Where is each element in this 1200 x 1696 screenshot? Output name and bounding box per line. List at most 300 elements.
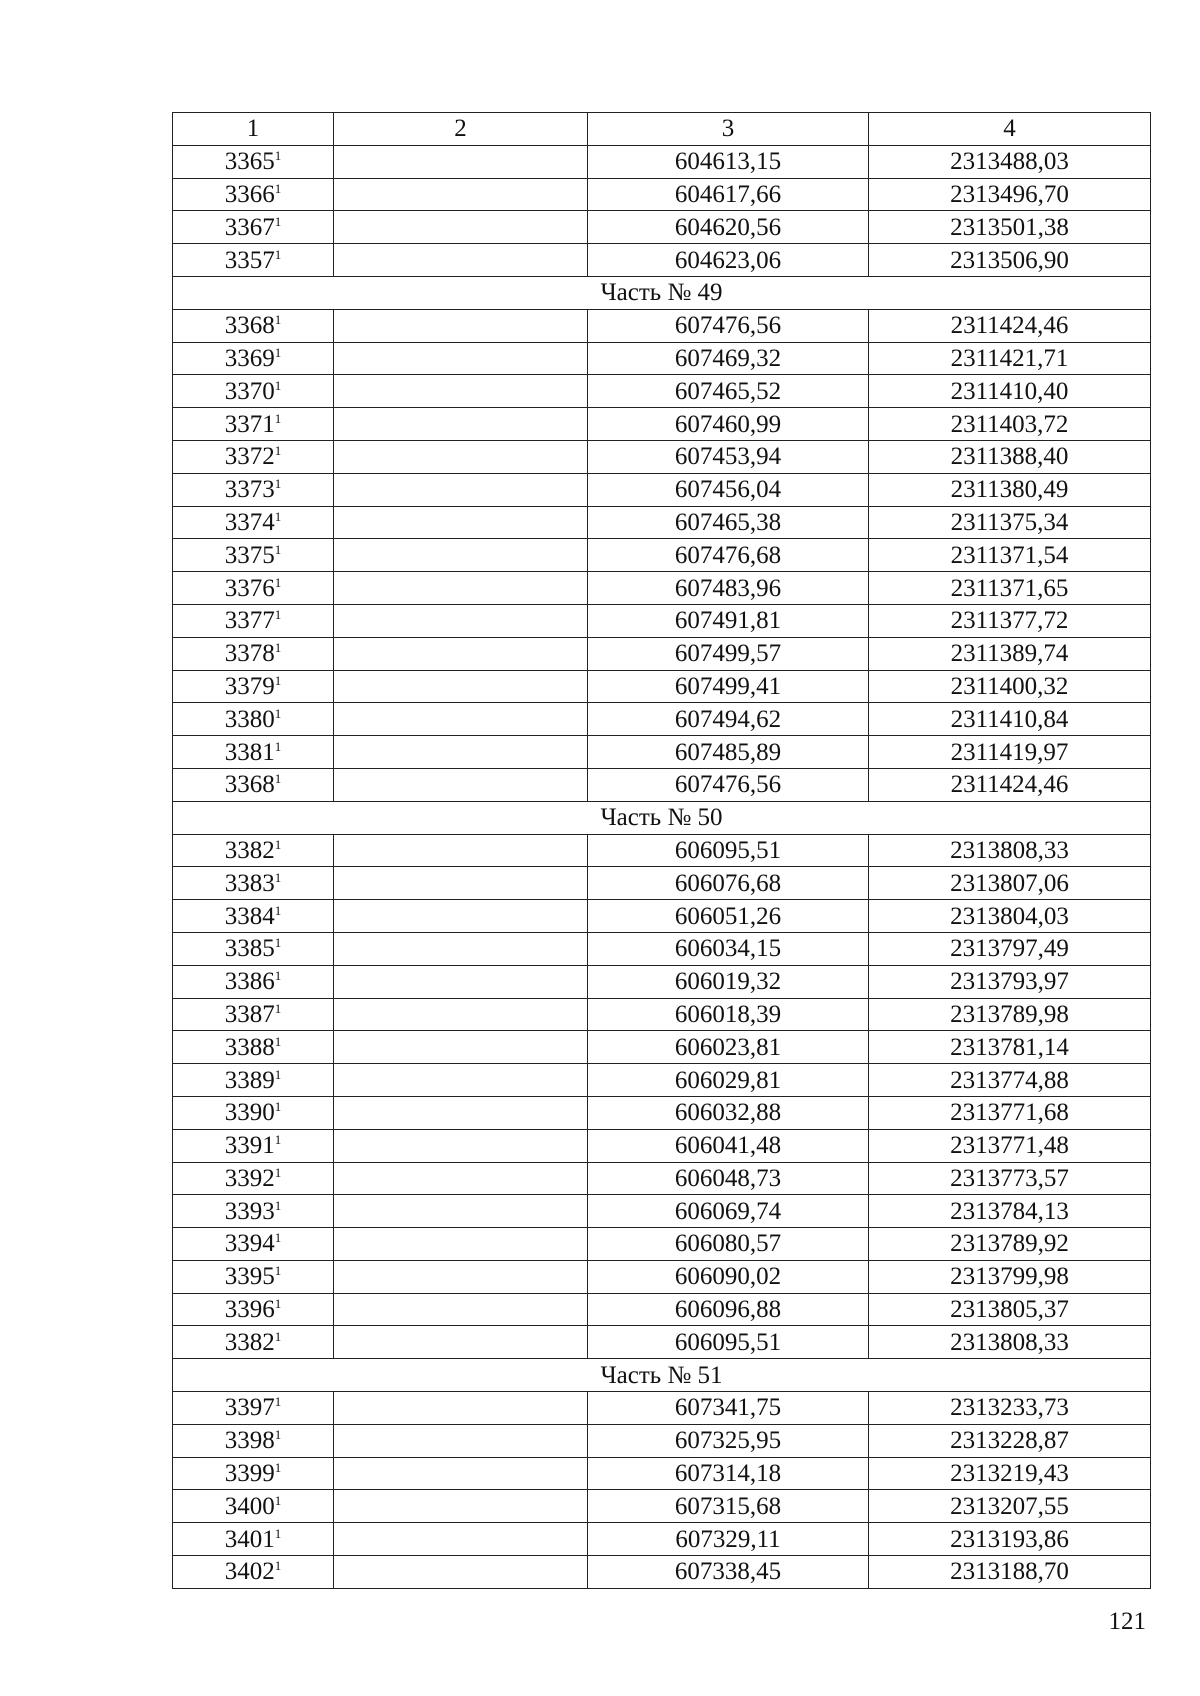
table-row	[173, 932, 1151, 965]
point-number-superscript: 1	[274, 1427, 282, 1443]
point-number-cell	[173, 506, 334, 539]
coordinate-y-cell: 2313771,68	[869, 1096, 1151, 1129]
point-number: 3357	[224, 246, 275, 274]
point-number-cell	[173, 1162, 334, 1195]
coordinate-x-cell: 607499,41	[588, 670, 869, 703]
point-number: 3373	[224, 476, 275, 504]
table-row	[173, 572, 1151, 605]
point-number-superscript: 1	[274, 968, 282, 984]
empty-cell	[334, 1228, 588, 1261]
point-number: 3382	[224, 836, 275, 864]
point-number-superscript: 1	[274, 1558, 282, 1574]
coordinate-y-cell: 2311424,46	[869, 309, 1151, 342]
table-row	[173, 1326, 1151, 1359]
point-number: 3377	[224, 607, 275, 635]
point-number: 3368	[224, 312, 275, 340]
coordinate-y-cell: 2311410,84	[869, 703, 1151, 736]
point-number-superscript: 1	[274, 607, 282, 623]
point-number: 3389	[224, 1066, 275, 1094]
point-number: 3365	[224, 148, 275, 176]
point-number-cell	[173, 965, 334, 998]
coordinate-x-cell: 607469,32	[588, 342, 869, 375]
table-row	[173, 703, 1151, 736]
empty-cell	[334, 572, 588, 605]
coordinate-x-cell: 604620,56	[588, 211, 869, 244]
table-row	[173, 244, 1151, 277]
point-number-superscript: 1	[274, 213, 282, 229]
coordinate-y-cell: 2313789,92	[869, 1228, 1151, 1261]
table-row	[173, 768, 1151, 801]
empty-cell	[334, 1523, 588, 1556]
point-number-cell	[173, 178, 334, 211]
point-number-cell	[173, 637, 334, 670]
empty-cell	[334, 637, 588, 670]
table-row	[173, 1424, 1151, 1457]
coordinate-y-cell: 2313207,55	[869, 1490, 1151, 1523]
coordinate-x-cell: 606095,51	[588, 1326, 869, 1359]
coordinate-y-cell: 2311375,34	[869, 506, 1151, 539]
table-row	[173, 1490, 1151, 1523]
point-number: 3393	[224, 1197, 275, 1225]
coordinate-x-cell: 604613,15	[588, 145, 869, 178]
empty-cell	[334, 900, 588, 933]
point-number-superscript: 1	[274, 410, 282, 426]
coordinate-x-cell: 606048,73	[588, 1162, 869, 1195]
coordinate-y-cell: 2311380,49	[869, 473, 1151, 506]
coordinate-y-cell: 2311403,72	[869, 408, 1151, 441]
table-row	[173, 1064, 1151, 1097]
point-number-cell	[173, 473, 334, 506]
point-number-cell	[173, 1096, 334, 1129]
coordinate-y-cell: 2313488,03	[869, 145, 1151, 178]
empty-cell	[334, 736, 588, 769]
empty-cell	[334, 309, 588, 342]
header-cell-2: 2	[334, 113, 588, 146]
empty-cell	[334, 1457, 588, 1490]
point-number-superscript: 1	[274, 148, 282, 164]
empty-cell	[334, 408, 588, 441]
coordinate-x-cell: 607338,45	[588, 1556, 869, 1589]
coordinate-x-cell: 606018,39	[588, 998, 869, 1031]
empty-cell	[334, 342, 588, 375]
table-row	[173, 1195, 1151, 1228]
point-number: 3380	[224, 705, 275, 733]
point-number: 3402	[224, 1558, 275, 1586]
empty-cell	[334, 244, 588, 277]
table-row	[173, 342, 1151, 375]
coordinate-y-cell: 2313774,88	[869, 1064, 1151, 1097]
point-number-superscript: 1	[274, 1394, 282, 1410]
empty-cell	[334, 670, 588, 703]
header-cell-3: 3	[588, 113, 869, 146]
point-number-cell	[173, 834, 334, 867]
point-number-superscript: 1	[274, 1099, 282, 1115]
point-number-cell	[173, 244, 334, 277]
table-row	[173, 1556, 1151, 1589]
point-number-cell	[173, 900, 334, 933]
point-number: 3391	[224, 1132, 275, 1160]
coordinate-x-cell: 607476,56	[588, 768, 869, 801]
point-number: 3390	[224, 1099, 275, 1127]
coordinate-x-cell: 607465,38	[588, 506, 869, 539]
coordinate-x-cell: 607315,68	[588, 1490, 869, 1523]
point-number: 3395	[224, 1263, 275, 1291]
point-number-cell	[173, 998, 334, 1031]
point-number-cell	[173, 1556, 334, 1589]
coordinate-y-cell: 2313496,70	[869, 178, 1151, 211]
coordinate-x-cell: 607329,11	[588, 1523, 869, 1556]
empty-cell	[334, 1326, 588, 1359]
coordinate-y-cell: 2311371,54	[869, 539, 1151, 572]
point-number: 3379	[224, 672, 275, 700]
empty-cell	[334, 1260, 588, 1293]
coordinate-y-cell: 2311377,72	[869, 604, 1151, 637]
coordinate-x-cell: 606090,02	[588, 1260, 869, 1293]
coordinate-x-cell: 606019,32	[588, 965, 869, 998]
point-number: 3376	[224, 574, 275, 602]
coordinate-y-cell: 2313807,06	[869, 867, 1151, 900]
point-number: 3386	[224, 968, 275, 996]
point-number-superscript: 1	[274, 935, 282, 951]
empty-cell	[334, 440, 588, 473]
coordinate-x-cell: 606080,57	[588, 1228, 869, 1261]
coordinate-x-cell: 607465,52	[588, 375, 869, 408]
table-row	[173, 178, 1151, 211]
point-number: 3369	[224, 344, 275, 372]
empty-cell	[334, 1424, 588, 1457]
point-number-superscript: 1	[274, 1328, 282, 1344]
empty-cell	[334, 1031, 588, 1064]
coordinate-x-cell: 607476,56	[588, 309, 869, 342]
point-number-superscript: 1	[274, 1000, 282, 1016]
empty-cell	[334, 1293, 588, 1326]
empty-cell	[334, 1392, 588, 1425]
coordinate-x-cell: 607453,94	[588, 440, 869, 473]
point-number-superscript: 1	[274, 1230, 282, 1246]
point-number-cell	[173, 1392, 334, 1425]
point-number: 3397	[224, 1394, 275, 1422]
point-number: 3381	[224, 738, 275, 766]
table-row	[173, 637, 1151, 670]
point-number-cell	[173, 1129, 334, 1162]
coordinates-table	[172, 112, 1151, 1589]
coordinate-y-cell: 2311421,71	[869, 342, 1151, 375]
point-number-cell	[173, 1490, 334, 1523]
point-number-superscript: 1	[274, 1492, 282, 1508]
point-number-cell	[173, 145, 334, 178]
point-number-superscript: 1	[274, 1525, 282, 1541]
coordinate-x-cell: 607341,75	[588, 1392, 869, 1425]
table-row	[173, 1096, 1151, 1129]
empty-cell	[334, 506, 588, 539]
coordinate-x-cell: 607494,62	[588, 703, 869, 736]
point-number: 3374	[224, 508, 275, 536]
coordinate-y-cell: 2311400,32	[869, 670, 1151, 703]
point-number-superscript: 1	[274, 574, 282, 590]
empty-cell	[334, 998, 588, 1031]
empty-cell	[334, 1490, 588, 1523]
coordinate-y-cell: 2313506,90	[869, 244, 1151, 277]
table-row	[173, 1162, 1151, 1195]
table-row	[173, 211, 1151, 244]
empty-cell	[334, 1556, 588, 1589]
point-number-superscript: 1	[274, 640, 282, 656]
point-number-cell	[173, 572, 334, 605]
coordinate-y-cell: 2313773,57	[869, 1162, 1151, 1195]
coordinate-y-cell: 2313797,49	[869, 932, 1151, 965]
coordinate-y-cell: 2313193,86	[869, 1523, 1151, 1556]
point-number: 3375	[224, 541, 275, 569]
point-number-superscript: 1	[274, 1066, 282, 1082]
table-row	[173, 1129, 1151, 1162]
table-row	[173, 1260, 1151, 1293]
point-number: 3378	[224, 640, 275, 668]
point-number-cell	[173, 736, 334, 769]
page-number: 121	[1108, 1608, 1146, 1635]
coordinate-x-cell: 606095,51	[588, 834, 869, 867]
point-number-cell	[173, 1064, 334, 1097]
point-number: 3392	[224, 1164, 275, 1192]
point-number-superscript: 1	[274, 1296, 282, 1312]
point-number: 3388	[224, 1033, 275, 1061]
point-number: 3396	[224, 1296, 275, 1324]
table-row	[173, 736, 1151, 769]
coordinate-x-cell: 607483,96	[588, 572, 869, 605]
coordinate-x-cell: 606034,15	[588, 932, 869, 965]
coordinate-y-cell: 2313233,73	[869, 1392, 1151, 1425]
coordinate-y-cell: 2311424,46	[869, 768, 1151, 801]
point-number: 3401	[224, 1525, 275, 1553]
point-number-superscript: 1	[274, 902, 282, 918]
point-number: 3394	[224, 1230, 275, 1258]
point-number-superscript: 1	[274, 1033, 282, 1049]
coordinate-y-cell: 2311410,40	[869, 375, 1151, 408]
point-number-cell	[173, 375, 334, 408]
empty-cell	[334, 768, 588, 801]
empty-cell	[334, 1129, 588, 1162]
point-number-superscript: 1	[274, 541, 282, 557]
header-cell-1: 1	[173, 113, 334, 146]
point-number-superscript: 1	[274, 869, 282, 885]
point-number: 3366	[224, 180, 275, 208]
point-number-superscript: 1	[274, 672, 282, 688]
coordinate-y-cell: 2313793,97	[869, 965, 1151, 998]
coordinate-y-cell: 2313799,98	[869, 1260, 1151, 1293]
point-number-cell	[173, 604, 334, 637]
coordinate-x-cell: 606096,88	[588, 1293, 869, 1326]
point-number-cell	[173, 211, 334, 244]
empty-cell	[334, 834, 588, 867]
section-row	[173, 801, 1151, 834]
point-number-superscript: 1	[274, 443, 282, 459]
coordinate-y-cell: 2313781,14	[869, 1031, 1151, 1064]
coordinate-x-cell: 606069,74	[588, 1195, 869, 1228]
empty-cell	[334, 1195, 588, 1228]
point-number: 3371	[224, 410, 275, 438]
table-row	[173, 1392, 1151, 1425]
empty-cell	[334, 473, 588, 506]
point-number-cell	[173, 867, 334, 900]
point-number-cell	[173, 703, 334, 736]
point-number-superscript: 1	[274, 508, 282, 524]
coordinate-x-cell: 607460,99	[588, 408, 869, 441]
coordinate-y-cell: 2313501,38	[869, 211, 1151, 244]
coordinate-y-cell: 2311389,74	[869, 637, 1151, 670]
empty-cell	[334, 145, 588, 178]
coordinate-x-cell: 607485,89	[588, 736, 869, 769]
point-number-superscript: 1	[274, 1164, 282, 1180]
table-row	[173, 1031, 1151, 1064]
section-title: Часть № 49	[173, 276, 1151, 309]
point-number-cell	[173, 1424, 334, 1457]
point-number-cell	[173, 1523, 334, 1556]
point-number-superscript: 1	[274, 705, 282, 721]
point-number: 3372	[224, 443, 275, 471]
section-row	[173, 276, 1151, 309]
point-number: 3370	[224, 377, 275, 405]
point-number-cell	[173, 1293, 334, 1326]
table-row	[173, 1523, 1151, 1556]
coordinate-x-cell: 607476,68	[588, 539, 869, 572]
table-row	[173, 309, 1151, 342]
coordinate-x-cell: 607456,04	[588, 473, 869, 506]
coordinate-x-cell: 606032,88	[588, 1096, 869, 1129]
table-row	[173, 998, 1151, 1031]
empty-cell	[334, 867, 588, 900]
point-number: 3382	[224, 1328, 275, 1356]
coordinate-x-cell: 606023,81	[588, 1031, 869, 1064]
point-number-superscript: 1	[274, 377, 282, 393]
point-number: 3399	[224, 1460, 275, 1488]
table-row	[173, 145, 1151, 178]
coordinate-x-cell: 607314,18	[588, 1457, 869, 1490]
point-number-cell	[173, 1260, 334, 1293]
coordinate-y-cell: 2313805,37	[869, 1293, 1151, 1326]
coordinate-x-cell: 606041,48	[588, 1129, 869, 1162]
point-number-cell	[173, 1031, 334, 1064]
empty-cell	[334, 211, 588, 244]
coordinate-y-cell: 2313789,98	[869, 998, 1151, 1031]
point-number-superscript: 1	[274, 344, 282, 360]
point-number: 3383	[224, 869, 275, 897]
point-number-superscript: 1	[274, 246, 282, 262]
point-number: 3368	[224, 771, 275, 799]
coordinate-y-cell: 2313228,87	[869, 1424, 1151, 1457]
table-row	[173, 965, 1151, 998]
point-number: 3387	[224, 1000, 275, 1028]
coordinate-y-cell: 2311388,40	[869, 440, 1151, 473]
coordinate-y-cell: 2313771,48	[869, 1129, 1151, 1162]
table-row	[173, 834, 1151, 867]
point-number-cell	[173, 440, 334, 473]
coordinate-x-cell: 606029,81	[588, 1064, 869, 1097]
empty-cell	[334, 604, 588, 637]
coordinate-y-cell: 2313808,33	[869, 834, 1151, 867]
point-number: 3385	[224, 935, 275, 963]
section-title: Часть № 50	[173, 801, 1151, 834]
point-number-cell	[173, 670, 334, 703]
coordinate-y-cell: 2311419,97	[869, 736, 1151, 769]
coordinate-x-cell: 607499,57	[588, 637, 869, 670]
coordinate-x-cell: 604623,06	[588, 244, 869, 277]
table-row	[173, 867, 1151, 900]
coordinate-y-cell: 2311371,65	[869, 572, 1151, 605]
point-number-superscript: 1	[274, 771, 282, 787]
empty-cell	[334, 1064, 588, 1097]
point-number-superscript: 1	[274, 1132, 282, 1148]
point-number-cell	[173, 1457, 334, 1490]
empty-cell	[334, 375, 588, 408]
point-number-superscript: 1	[274, 836, 282, 852]
table-row	[173, 1457, 1151, 1490]
point-number-cell	[173, 539, 334, 572]
coordinate-y-cell: 2313219,43	[869, 1457, 1151, 1490]
table-body	[173, 113, 1151, 1589]
point-number-superscript: 1	[274, 312, 282, 328]
coordinate-x-cell: 604617,66	[588, 178, 869, 211]
coordinate-x-cell: 606076,68	[588, 867, 869, 900]
point-number-superscript: 1	[274, 1263, 282, 1279]
point-number-cell	[173, 932, 334, 965]
point-number: 3384	[224, 902, 275, 930]
table-header-row	[173, 113, 1151, 146]
table-row	[173, 900, 1151, 933]
coordinate-x-cell: 606051,26	[588, 900, 869, 933]
point-number-cell	[173, 768, 334, 801]
point-number: 3398	[224, 1427, 275, 1455]
point-number-cell	[173, 1228, 334, 1261]
point-number-superscript: 1	[274, 476, 282, 492]
point-number: 3367	[224, 213, 275, 241]
table-row	[173, 506, 1151, 539]
empty-cell	[334, 1162, 588, 1195]
coordinate-y-cell: 2313188,70	[869, 1556, 1151, 1589]
point-number-cell	[173, 408, 334, 441]
table-row	[173, 1228, 1151, 1261]
section-title: Часть № 51	[173, 1359, 1151, 1392]
coordinate-y-cell: 2313784,13	[869, 1195, 1151, 1228]
empty-cell	[334, 539, 588, 572]
point-number-cell	[173, 309, 334, 342]
table-row	[173, 440, 1151, 473]
empty-cell	[334, 932, 588, 965]
table-row	[173, 408, 1151, 441]
coordinate-x-cell: 607325,95	[588, 1424, 869, 1457]
point-number-cell	[173, 342, 334, 375]
table-row	[173, 473, 1151, 506]
empty-cell	[334, 178, 588, 211]
section-row	[173, 1359, 1151, 1392]
table-row	[173, 539, 1151, 572]
table-row	[173, 1293, 1151, 1326]
point-number-cell	[173, 1326, 334, 1359]
table-row	[173, 604, 1151, 637]
table-row	[173, 375, 1151, 408]
empty-cell	[334, 1096, 588, 1129]
empty-cell	[334, 703, 588, 736]
coordinate-x-cell: 607491,81	[588, 604, 869, 637]
table-row	[173, 670, 1151, 703]
point-number-superscript: 1	[274, 738, 282, 754]
header-cell-4: 4	[869, 113, 1151, 146]
point-number-cell	[173, 1195, 334, 1228]
point-number-superscript: 1	[274, 180, 282, 196]
coordinate-y-cell: 2313808,33	[869, 1326, 1151, 1359]
empty-cell	[334, 965, 588, 998]
point-number: 3400	[224, 1492, 275, 1520]
point-number-superscript: 1	[274, 1460, 282, 1476]
coordinate-y-cell: 2313804,03	[869, 900, 1151, 933]
